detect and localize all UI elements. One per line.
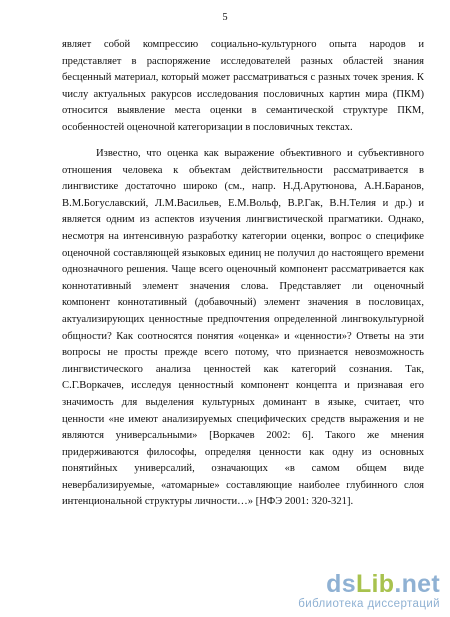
- text-line: В.М.Богуславский, Л.М.Васильев, Е.М.Вольф, В.Р.Гак, В.Н.Телия и др.) и: [62, 197, 424, 209]
- text-line: лингвистического анализа ценностей как категорий сознания. Так,: [62, 363, 424, 375]
- logo-part-ds: ds: [326, 570, 356, 598]
- text-line: значимость для выделения культурных доминант в языке, считает, что: [62, 396, 424, 408]
- text-line: интенциональной структуры личности…» [НФЭ 2001: 320-321].: [62, 496, 354, 508]
- text-line: отношения человека к объектам действительности рассматривается в: [62, 164, 424, 176]
- dslib-logo: [298, 570, 440, 598]
- text-line: придерживаются философы, определяя ценности как одну из основных: [62, 446, 424, 458]
- page-number: 5: [222, 12, 228, 23]
- text-line: ценности «не имеют анализируемых специфических средств выражения и не: [62, 413, 424, 425]
- watermark-subtitle: библиотека диссертаций: [298, 598, 440, 610]
- text-line: особенностей оценочной категоризации в пословичных текстах.: [62, 121, 353, 133]
- text-line: бесценный материал, который может рассматриваться с разных точек зрения. К: [62, 72, 424, 84]
- paragraph-2: [62, 146, 424, 511]
- text-line: понятийных универсалий, означающих «в самом общем виде: [62, 463, 424, 475]
- text-line: компонент коннотативный (добавочный) элемент значения в пословицах,: [62, 297, 424, 309]
- text-line: являются универсальными» [Воркачев 2002: 6]. Такого же мнения: [62, 430, 424, 442]
- logo-part-lib: Lib: [355, 570, 395, 598]
- text-line: однозначного решения. Чаще всего оценочный компонент рассматривается как: [62, 264, 424, 276]
- text-line: коннотативный элемент значения слова. Представляет ли оценочный: [62, 280, 424, 292]
- text-line: невербализируемые, «атомарные» составляющие наиболее глубинного слоя: [62, 479, 424, 491]
- text-line: Известно, что оценка как выражение объективного и субъективного: [96, 148, 424, 159]
- text-line: актуализирующих ценностные предпочтения определенной лингвокультурной: [62, 313, 424, 325]
- dslib-watermark: [298, 570, 440, 611]
- text-line: оценочной составляющей языковых единиц не получил до настоящего времени: [62, 247, 424, 259]
- text-line: общности? Как соотносятся понятия «оценка» и «ценности»? Ответы на эти: [62, 330, 424, 342]
- text-line: несмотря на интенсивную разработку категории оценки, вопрос о специфике: [62, 230, 424, 242]
- text-line: является одним из аспектов изучения лингвистической прагматики. Однако,: [62, 214, 424, 226]
- text-line: лингвистике достаточно широко (см., напр. Н.Д.Арутюнова, А.Н.Баранов,: [62, 181, 424, 193]
- text-line: являет собой компрессию социально-культурного опыта народов и: [62, 39, 424, 50]
- text-line: вопросы не просты прежде всего потому, что признается невозможность: [62, 347, 424, 359]
- text-line: относится выявление места оценки в семантической структуре ПКМ,: [62, 105, 424, 117]
- logo-part-net: .net: [394, 570, 440, 598]
- paragraph-1: [62, 37, 424, 137]
- text-line: числу актуальных ракурсов исследования пословичных картин мира (ПКМ): [62, 88, 424, 100]
- text-line: С.Г.Воркачев, исследуя ценностный компонент концепта и признавая его: [62, 380, 424, 392]
- text-line: представляет в распоряжение исследователей разных областей знания: [62, 55, 424, 67]
